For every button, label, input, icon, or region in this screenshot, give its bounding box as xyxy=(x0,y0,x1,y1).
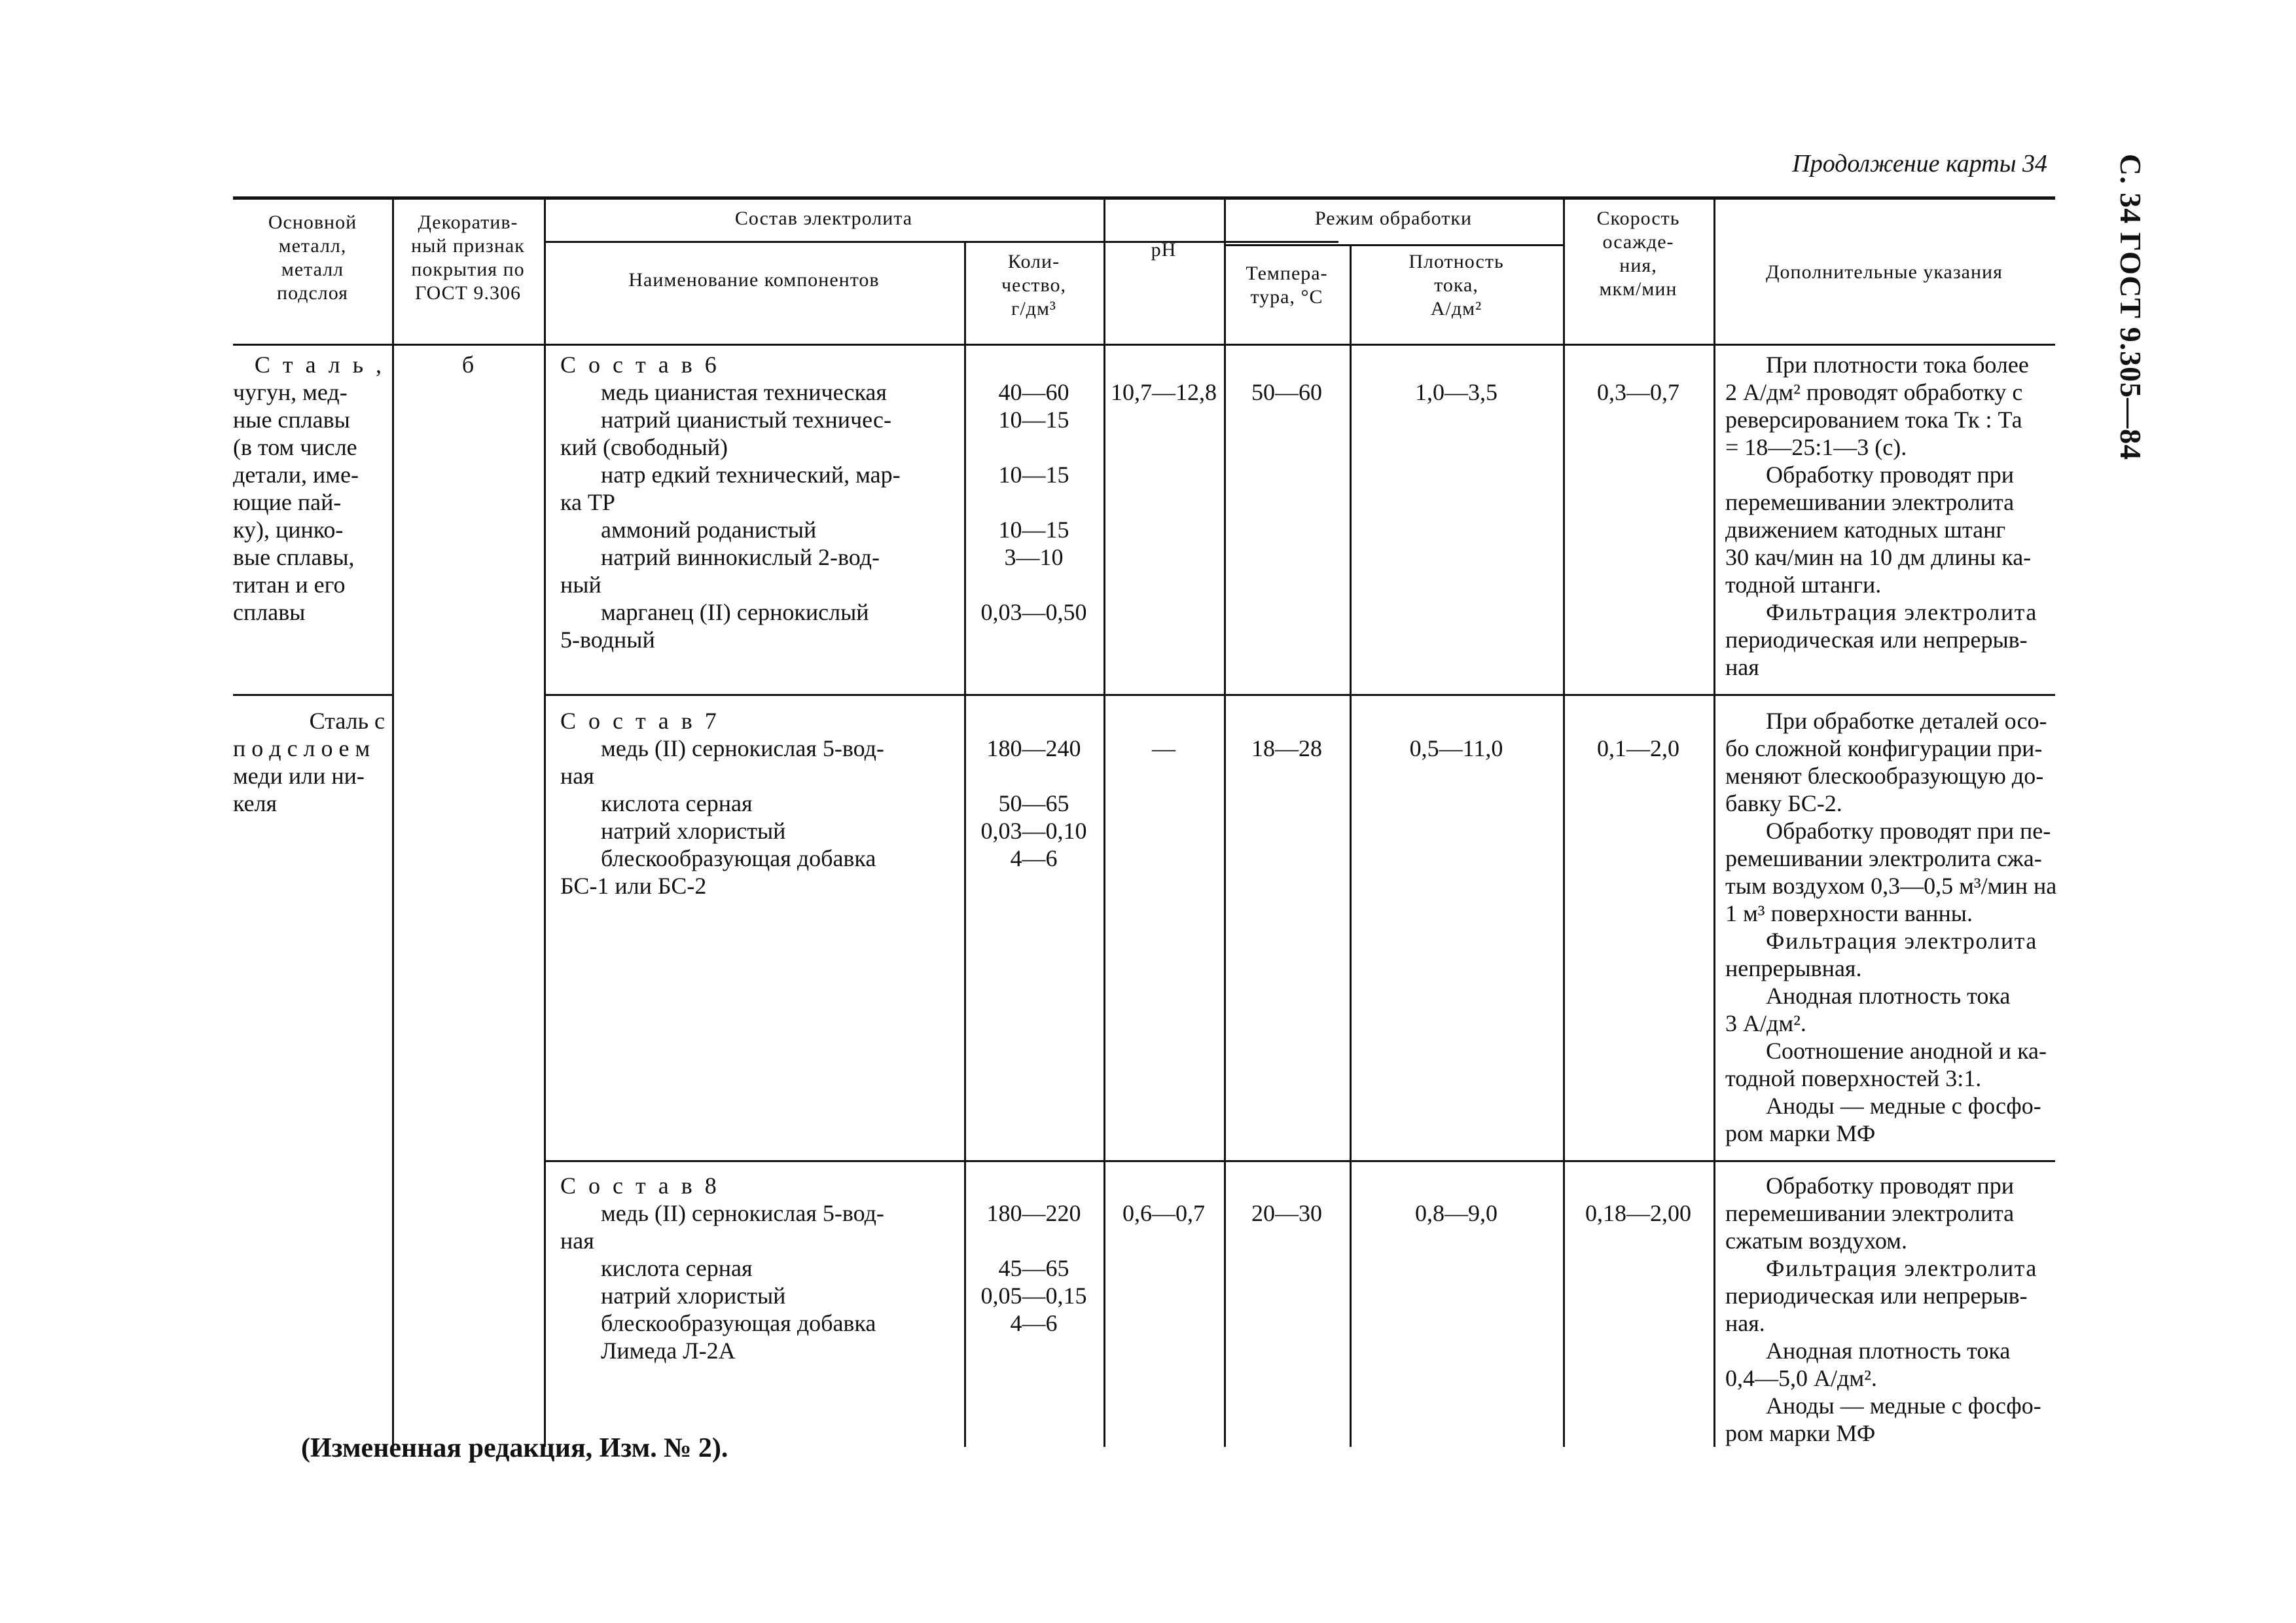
composition-7-notes: При обработке деталей осо- бо сложной конфигурации при- меняют блескообразующую до- бавку БС-2. Обработку проводят при пе- ремешивании электролита сжа- тым воздухом 0,3—0,5 м³/мин на 1 м³ поверхности ванны. Фильтрация электролита непрерывная. Анодная плотность тока 3 А/дм². Соотношение анодной и ка- тодной поверхностей 3:1. Аноды — медные с фосфо- ром марки МФ xyxy=(1725,708,2057,1146)
header-component-names: Наименование компонентов xyxy=(628,269,880,291)
composition-8-density: 0,8—9,0 xyxy=(1415,1200,1498,1226)
header-mode: Режим обработки xyxy=(1314,208,1473,229)
row-rule-base xyxy=(233,694,392,696)
vrule-1 xyxy=(392,196,394,1447)
composition-6-components: С о с т а в 6 медь цианистая техническая натрий цианистый техничес- кий (свободный) натр едкий технический, мар- ка ТР аммоний роданистый натрий виннокислый 2-вод- ный марганец (II) сернокислый 5-водный xyxy=(560,352,901,653)
composition-7-density: 0,5—11,0 xyxy=(1409,735,1503,761)
base-metal-1: С т а л ь , чугун, мед- ные сплавы (в том числе детали, име- ющие пай- ку), цинко- вые сплавы, титан и его сплавы xyxy=(233,352,385,625)
header-base-metal: Основной металл, металл подслоя xyxy=(268,211,357,304)
composition-8-notes: Обработку проводят при перемешивании электролита сжатым воздухом. Фильтрация электролита периодическая или непрерыв- ная. Анодная плотность тока 0,4—5,0 А/дм². Аноды — медные с фосфо- ром марки МФ xyxy=(1725,1173,2041,1446)
header-decorative: Декоратив- ный признак покрытия по ГОСТ 9.306 xyxy=(411,211,525,304)
composition-6-notes: При плотности тока более 2 А/дм² проводят обработку с реверсированием тока Тк : Та = 18—25:1—3 (с). Обработку проводят при перемешивании электролита движением катодных штанг 30 кач/мин на 10 дм длины ка- тодной штанги. Фильтрация электролита периодическая или непрерыв- ная xyxy=(1725,352,2037,680)
composition-7-speed: 0,1—2,0 xyxy=(1597,735,1679,761)
composition-6-speed: 0,3—0,7 xyxy=(1597,379,1679,405)
vrule-8 xyxy=(1713,196,1715,1447)
composition-8-components: С о с т а в 8 медь (II) сернокислая 5-вод- ная кислота серная натрий хлористый блескообразующая добавка Лимеда Л-2А xyxy=(560,1173,884,1364)
row-rule-7 xyxy=(544,1160,2055,1162)
composition-6-density: 1,0—3,5 xyxy=(1415,379,1498,405)
continuation-label: Продолжение карты 34 xyxy=(1792,150,2047,177)
composition-7-temperature: 18—28 xyxy=(1251,735,1322,761)
composition-6-ph: 10,7—12,8 xyxy=(1111,379,1217,405)
header-density: Плотность тока, А/дм² xyxy=(1408,251,1504,319)
header-subrule-mode xyxy=(1224,244,1563,246)
composition-8-quantities: 180—220 45—65 0,05—0,15 4—6 xyxy=(980,1200,1087,1336)
composition-8-speed: 0,18—2,00 xyxy=(1585,1200,1691,1226)
table-top-rule xyxy=(233,196,2055,200)
vrule-2 xyxy=(544,196,546,1447)
row-rule-6 xyxy=(544,694,2055,696)
table xyxy=(233,196,2055,1447)
header-temperature: Темпера- тура, °С xyxy=(1246,263,1328,308)
composition-7-components: С о с т а в 7 медь (II) сернокислая 5-вод- ная кислота серная натрий хлористый блескообразующая добавка БС-1 или БС-2 xyxy=(560,708,884,899)
composition-6-quantities: 40—60 10—15 10—15 10—15 3—10 0,03—0,50 xyxy=(980,379,1087,625)
base-metal-2: Сталь с п о д с л о е м меди или ни- келя xyxy=(233,708,385,816)
header-bottom-rule xyxy=(233,344,2055,346)
header-electrolyte: Состав электролита xyxy=(734,208,913,229)
composition-8-ph: 0,6—0,7 xyxy=(1122,1200,1205,1226)
amendment-note: (Измененная редакция, Изм. № 2). xyxy=(301,1433,728,1463)
header-ph: pH xyxy=(1151,239,1177,261)
side-label: С. 34 ГОСТ 9.305—84 xyxy=(2114,154,2147,461)
composition-8-temperature: 20—30 xyxy=(1251,1200,1322,1226)
header-quantity: Коли- чество, г/дм³ xyxy=(1001,251,1067,319)
composition-6-temperature: 50—60 xyxy=(1251,379,1322,405)
vrule-6 xyxy=(1350,244,1352,1447)
composition-7-quantities: 180—240 50—65 0,03—0,10 4—6 xyxy=(980,735,1087,871)
header-notes: Дополнительные указания xyxy=(1766,261,2003,283)
header-speed: Скорость осажде- ния, мкм/мин xyxy=(1596,208,1680,300)
composition-7-ph: — xyxy=(1152,735,1175,761)
decorative-value: б xyxy=(461,352,475,378)
